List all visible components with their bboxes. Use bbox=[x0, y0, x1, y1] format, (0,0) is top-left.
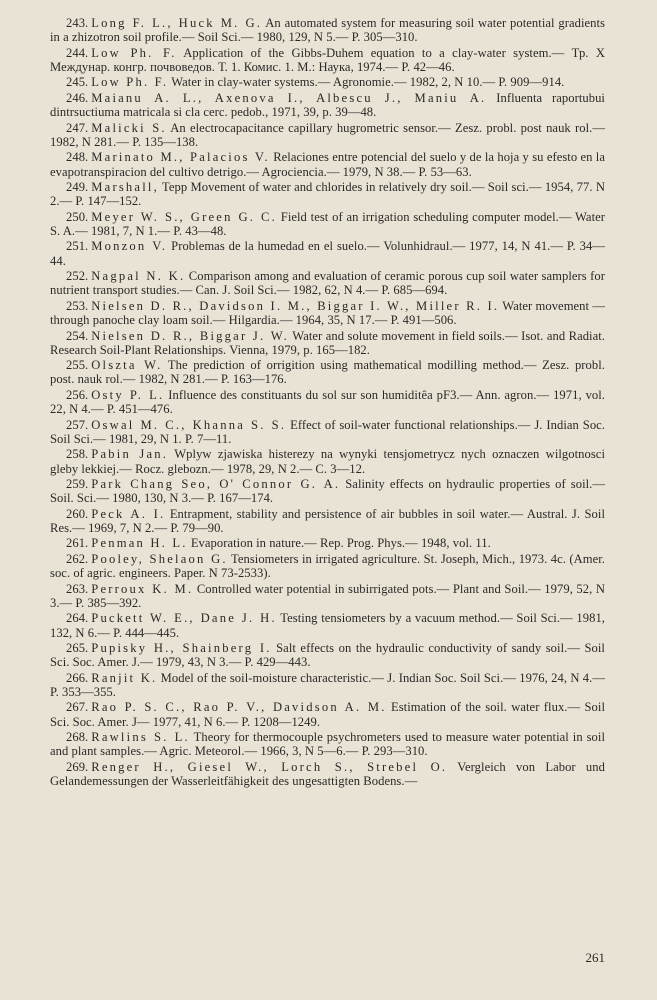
reference-number: 262. bbox=[66, 551, 89, 566]
reference-author: Pooley, Shelaon G. bbox=[91, 551, 228, 566]
reference-number: 257. bbox=[66, 417, 89, 432]
reference-text: Estimation of the soil. water flux.— Soil Sci. Soc. Amer. J— 1977, 41, N 6.— P. 1208—1249. bbox=[50, 700, 606, 729]
reference-author: Low Ph. F. bbox=[91, 75, 169, 90]
reference-text: Relaciones entre potencial del suelo y de la hoja y su efesto en la evapotranspiracion del cultivo detrigo.— Agrociencia.— 1979, N 38.— P. 53—63. bbox=[50, 150, 606, 179]
reference-author: Long F. L., Huck M. G. bbox=[91, 16, 263, 30]
reference-text: Water in clay-water systems.— Agronomie.— 1982, 2, N 10.— P. 909—914. bbox=[171, 75, 565, 90]
reference-author: Olszta W. bbox=[91, 358, 163, 373]
reference-author: Nielsen D. R., Biggar J. W. bbox=[91, 328, 290, 343]
reference-number: 251. bbox=[66, 239, 89, 254]
reference-number: 256. bbox=[66, 387, 89, 402]
reference-entry bbox=[50, 611, 605, 639]
reference-author: Renger H., Giesel W., Lorch S., Strebel O. bbox=[91, 759, 448, 774]
reference-entry bbox=[50, 210, 605, 238]
reference-author: Low Ph. F. bbox=[91, 45, 177, 60]
reference-number: 267. bbox=[66, 700, 89, 715]
reference-number: 264. bbox=[66, 611, 89, 626]
reference-entry bbox=[50, 239, 605, 267]
reference-author: Maianu A. L., Axenova I., Albescu J., Maniu A. bbox=[91, 90, 487, 105]
reference-entry bbox=[50, 91, 605, 119]
reference-author: Peck A. I. bbox=[91, 506, 166, 521]
reference-author: Pupisky H., Shainberg I. bbox=[91, 641, 272, 656]
reference-text: Field test of an irrigation scheduling computer model.— Water S. A.— 1981, 7, N 1.— P. 43—48. bbox=[50, 209, 606, 238]
reference-text: Problemas de la humedad en el suelo.— Volunhidraul.— 1977, 14, N 41.— P. 34—44. bbox=[50, 239, 605, 268]
reference-author: Puckett W. E., Dane J. H. bbox=[91, 611, 277, 626]
reference-author: Rao P. S. C., Rao P. V., Davidson A. M. bbox=[91, 700, 387, 715]
reference-author: Marshall, bbox=[91, 180, 159, 195]
reference-text: Influence des constituants du sol sur son humiditêa pF3.— Ann. agron.— 1971, vol. 22, N 4.— P. 451—476. bbox=[50, 387, 606, 417]
reference-entry bbox=[50, 269, 605, 297]
reference-text: Salt effects on the hydraulic conductivity of sandy soil.— Soil Sci. Soc. Amer. J.— 1979, 43, N 3.— P. 429—443. bbox=[50, 641, 605, 670]
reference-text: The prediction of orrigition using mathematical modilling method.— Zesz. probl. post. nauk rol.— 1982, N 281.— P. 163—176. bbox=[50, 358, 605, 387]
reference-text: Influenta raportubui dintrsuctiuma matricala si cla cerc. pedob., 1971, 39, p. 39—48. bbox=[50, 90, 605, 120]
reference-entry bbox=[50, 760, 605, 788]
reference-number: 259. bbox=[66, 477, 89, 492]
reference-number: 247. bbox=[66, 120, 89, 135]
reference-entry bbox=[50, 447, 605, 475]
reference-author: Penman H. L. bbox=[91, 536, 188, 551]
reference-number: 254. bbox=[66, 328, 89, 343]
reference-list bbox=[50, 16, 605, 788]
reference-number: 263. bbox=[66, 581, 89, 596]
reference-number: 255. bbox=[66, 358, 89, 373]
reference-number: 243. bbox=[66, 16, 89, 30]
reference-entry bbox=[50, 641, 605, 669]
reference-entry bbox=[50, 388, 605, 416]
reference-entry bbox=[50, 536, 605, 550]
reference-text: Water movement — through panoche clay loam soil.— Hilgardia.— 1964, 35, N 17.— P. 491—506. bbox=[50, 298, 605, 328]
reference-text: Effect of soil-water functional relationships.— J. Indian Soc. Soil Sci.— 1981, 29, N 1. P. 7—11. bbox=[50, 417, 606, 446]
reference-entry bbox=[50, 418, 605, 446]
reference-author: Nielsen D. R., Davidson I. M., Biggar I. W., Miller R. I. bbox=[91, 298, 500, 313]
reference-author: Malicki S. bbox=[91, 120, 167, 135]
reference-text: An electrocapacitance capillary hugrometric sensor.— Zesz. probl. post nauk rol.— 1982, N 281.— P. 135—138. bbox=[50, 120, 605, 149]
reference-text: Entrapment, stability and persistence of air bubbles in soil water.— Austral. J. Soil Res.— 1969, 7, N 2.— P. 79—90. bbox=[50, 506, 605, 535]
reference-number: 260. bbox=[66, 506, 89, 521]
reference-number: 245. bbox=[66, 75, 89, 90]
reference-text: Tensiometers in irrigated agriculture. St. Joseph, Mich., 1973. 4c. (Amer. soc. of agric. engineers. Paper. N 73-2533). bbox=[50, 551, 605, 581]
reference-author: Marinato M., Palacios V. bbox=[91, 150, 270, 165]
reference-author: Rawlins S. L. bbox=[91, 730, 190, 745]
reference-entry bbox=[50, 180, 605, 208]
reference-text: Wplyw zjawiska histerezy na wynyki tensjometrycz nych oznaczen wilgotnosci gleby lekkiej.— Rocz. glebozn.— 1978, 29, N 2.— C. 3—12. bbox=[50, 447, 605, 476]
reference-entry bbox=[50, 700, 605, 728]
reference-number: 268. bbox=[66, 730, 89, 745]
reference-author: Ranjit K. bbox=[91, 670, 158, 685]
reference-text: Vergleich von Labor und Gelandemessungen der Wasserleitfähigkeit des ungesattigten Bodens.— bbox=[50, 759, 605, 789]
reference-number: 246. bbox=[66, 90, 89, 105]
reference-entry bbox=[50, 477, 605, 505]
reference-entry bbox=[50, 671, 605, 699]
reference-text: Model of the soil-moisture characteristic.— J. Indian Soc. Soil Sci.— 1976, 24, N 4.— P. 353—355. bbox=[50, 670, 605, 699]
reference-author: Osty P. L. bbox=[91, 387, 165, 402]
reference-number: 248. bbox=[66, 150, 89, 165]
reference-number: 253. bbox=[66, 298, 89, 313]
reference-number: 266. bbox=[66, 670, 89, 685]
reference-entry bbox=[50, 299, 605, 327]
reference-author: Perroux K. M. bbox=[91, 581, 194, 596]
reference-entry bbox=[50, 75, 605, 89]
reference-number: 258. bbox=[66, 447, 89, 462]
reference-entry bbox=[50, 329, 605, 357]
reference-text: Theory for thermocouple psychrometers used to measure water potential in soil and plant samples.— Agric. Meteorol.— 1966, 3, N 5—6.— P. 293—310. bbox=[50, 730, 605, 759]
reference-author: Pabin Jan. bbox=[91, 447, 169, 462]
reference-text: Controlled water potential in subirrigated pots.— Plant and Soil.— 1979, 52, N 3.— P. 385—392. bbox=[50, 581, 606, 610]
reference-text: Tepp Movement of water and chlorides in relatively dry soil.— Soil sci.— 1954, 77. N 2.— P. 147—152. bbox=[50, 180, 605, 209]
reference-entry bbox=[50, 121, 605, 149]
reference-text: Testing tensiometers by a vacuum method.— Soil Sci.— 1981, 132, N 6.— P. 444—445. bbox=[50, 611, 605, 640]
reference-entry bbox=[50, 730, 605, 758]
reference-entry bbox=[50, 16, 605, 44]
reference-text: Application of the Gibbs-Duhem equation to a clay-water system.— Тр. Х Междунар. конгр. почвоведов. Т. 1. Комис. 1. М.: Наука, 1974.— P. 42—46. bbox=[50, 45, 605, 74]
page-number: 261 bbox=[585, 950, 605, 965]
reference-entry bbox=[50, 507, 605, 535]
reference-number: 265. bbox=[66, 641, 89, 656]
reference-text: Evaporation in nature.— Rep. Prog. Phys.— 1948, vol. 11. bbox=[190, 536, 491, 551]
reference-entry bbox=[50, 358, 605, 386]
reference-number: 244. bbox=[66, 45, 89, 60]
reference-entry bbox=[50, 552, 605, 580]
reference-author: Meyer W. S., Green G. C. bbox=[91, 209, 277, 224]
reference-text: Salinity effects on hydraulic properties of soil.— Soil. Sci.— 1980, 130, N 3.— P. 167—174. bbox=[50, 477, 606, 506]
reference-entry bbox=[50, 150, 605, 178]
reference-author: Park Chang Seo, O' Connor G. A. bbox=[91, 477, 341, 492]
reference-entry bbox=[50, 582, 605, 610]
reference-number: 269. bbox=[66, 759, 89, 774]
reference-author: Nagpal N. K. bbox=[91, 269, 186, 284]
reference-text: Water and solute movement in field soils.— Isot. and Radiat. Research Soil-Plant Relationships. Vienna, 1979, p. 165—182. bbox=[50, 328, 605, 357]
reference-number: 250. bbox=[66, 209, 89, 224]
reference-text: An automated system for measuring soil water potential gradients in a zhizotron soil profile.— Soil Sci.— 1980, 129, N 5.— P. 305—310. bbox=[50, 16, 605, 45]
reference-number: 249. bbox=[66, 180, 89, 195]
reference-author: Oswal M. C., Khanna S. S. bbox=[91, 417, 287, 432]
reference-author: Monzon V. bbox=[91, 239, 168, 254]
reference-text: Comparison among and evaluation of ceramic porous cup soil water samplers for nutrient transport studies.— Can. J. Soil Sci.— 1982, 62, N 4.— P. 685—694. bbox=[50, 269, 606, 298]
reference-entry bbox=[50, 46, 605, 74]
reference-number: 252. bbox=[66, 269, 89, 284]
reference-number: 261. bbox=[66, 536, 89, 551]
